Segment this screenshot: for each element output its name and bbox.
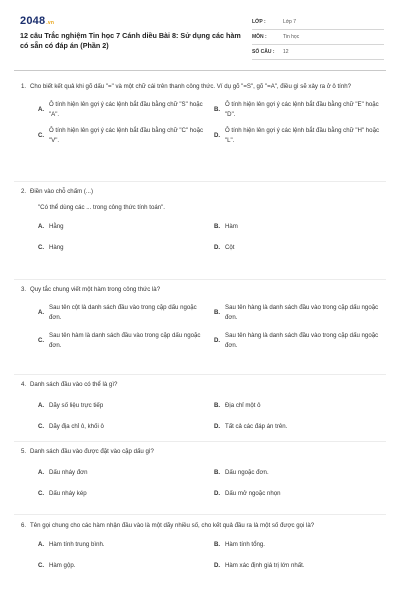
- option-d[interactable]: [214, 243, 386, 253]
- question-1: [14, 82, 386, 145]
- meta-key: MÔN :: [252, 34, 267, 40]
- option-c[interactable]: [38, 126, 210, 145]
- option-b[interactable]: [214, 303, 386, 322]
- header-divider: [14, 70, 386, 71]
- question-3: [14, 285, 386, 350]
- option-letter: A.: [38, 223, 45, 230]
- option-text: Cột: [225, 244, 235, 252]
- option-text: Dấu nháy kép: [49, 490, 87, 498]
- option-letter: A.: [38, 308, 45, 316]
- meta-key: LỚP :: [252, 19, 266, 25]
- document-header: [14, 12, 386, 74]
- option-letter: D.: [214, 244, 221, 251]
- option-letter: D.: [214, 336, 221, 344]
- option-c[interactable]: [38, 489, 210, 499]
- question-separator: [14, 514, 386, 515]
- option-text: Dãy địa chỉ ô, khối ô: [49, 423, 104, 431]
- option-text: Ô tính hiện lên gợi ý các lệnh bắt đầu bằng chữ "E" hoặc "D".: [225, 101, 379, 118]
- option-b[interactable]: [214, 468, 386, 478]
- question-text: Tên gọi chung cho các hàm nhận đầu vào là một dãy nhiều số, cho kết quả đầu ra là một số được gọi là?: [30, 522, 315, 529]
- option-letter: B.: [214, 223, 221, 230]
- option-b[interactable]: [214, 540, 386, 550]
- option-c[interactable]: [38, 561, 210, 571]
- option-text: Tất cả các đáp án trên.: [225, 423, 288, 431]
- option-text: Hàm gộp.: [49, 562, 76, 570]
- option-letter: B.: [214, 105, 221, 113]
- question-6: [14, 521, 386, 571]
- option-text: Hàm: [225, 223, 238, 231]
- option-d[interactable]: [214, 126, 386, 145]
- option-letter: D.: [214, 562, 221, 569]
- question-number: 6.: [21, 522, 27, 529]
- meta-row-class: [252, 15, 384, 30]
- option-text: Ô tính hiện lên gợi ý các lệnh bắt đầu bằng chữ "C" hoặc "V".: [49, 127, 204, 144]
- option-a[interactable]: [38, 222, 210, 232]
- option-letter: A.: [38, 541, 45, 548]
- option-letter: D.: [214, 490, 221, 497]
- option-text: Địa chỉ một ô: [225, 402, 261, 410]
- question-text: Quy tắc chung viết một hàm trong công thức là?: [30, 286, 161, 293]
- question-number: 3.: [21, 286, 27, 293]
- option-letter: C.: [38, 423, 45, 430]
- option-text: Dấu mở ngoặc nhọn: [225, 490, 281, 498]
- question-separator: [14, 181, 386, 182]
- option-text: Dấu nháy đơn: [49, 469, 88, 477]
- meta-value: Tin học: [283, 34, 300, 40]
- option-b[interactable]: [214, 100, 386, 119]
- option-text: Sau tên hàng là danh sách đầu vào trong cặp dấu ngoặc đơn.: [225, 332, 379, 349]
- option-a[interactable]: [38, 100, 210, 119]
- question-number: 4.: [21, 381, 27, 388]
- option-c[interactable]: [38, 243, 210, 253]
- option-letter: C.: [38, 336, 45, 344]
- option-a[interactable]: [38, 540, 210, 550]
- question-subtext: "Có thể dùng các ... trong công thức tính toán".: [38, 204, 165, 211]
- question-number: 2.: [21, 188, 27, 195]
- question-2: [14, 187, 386, 253]
- option-c[interactable]: [38, 331, 210, 350]
- question-number: 5.: [21, 448, 27, 455]
- question-separator: [14, 279, 386, 280]
- option-text: Ô tính hiện lên gợi ý các lệnh bắt đầu bằng chữ "H" hoặc "L".: [225, 127, 380, 144]
- option-text: Sau tên cột là danh sách đầu vào trong cặp dấu ngoặc đơn.: [49, 304, 197, 321]
- option-a[interactable]: [38, 401, 210, 411]
- option-letter: C.: [38, 562, 45, 569]
- question-4: [14, 380, 386, 432]
- option-letter: D.: [214, 423, 221, 430]
- option-a[interactable]: [38, 303, 210, 322]
- option-letter: A.: [38, 402, 45, 409]
- question-text: Danh sách đầu vào được đặt vào cặp dấu gì?: [30, 448, 154, 455]
- meta-key: SỐ CÂU :: [252, 49, 275, 55]
- option-text: Dấu ngoặc đơn.: [225, 469, 269, 477]
- option-letter: C.: [38, 131, 45, 139]
- option-d[interactable]: [214, 331, 386, 350]
- option-text: Hàng: [49, 244, 64, 252]
- site-logo[interactable]: [20, 15, 54, 27]
- question-separator: [14, 441, 386, 442]
- option-a[interactable]: [38, 468, 210, 478]
- option-c[interactable]: [38, 422, 210, 432]
- option-letter: C.: [38, 490, 45, 497]
- question-5: [14, 447, 386, 499]
- option-letter: A.: [38, 105, 45, 113]
- question-text: Danh sách đầu vào có thể là gì?: [30, 381, 118, 388]
- option-letter: C.: [38, 244, 45, 251]
- option-text: Dãy số liệu trực tiếp: [49, 402, 104, 410]
- option-text: Sau tên hàm là danh sách đầu vào trong cặp dấu ngoặc đơn.: [49, 332, 201, 349]
- option-letter: D.: [214, 131, 221, 139]
- question-text: Điền vào chỗ chấm (...): [30, 188, 93, 195]
- logo-tld: .vn: [46, 20, 55, 26]
- option-text: Ô tính hiện lên gợi ý các lệnh bắt đầu bằng chữ "S" hoặc "A".: [49, 101, 203, 118]
- meta-value: Lớp 7: [283, 19, 297, 25]
- option-letter: B.: [214, 469, 221, 476]
- option-text: Sau tên hàng là danh sách đầu vào trong cặp dấu ngoặc đơn.: [225, 304, 379, 321]
- document-page: [14, 12, 386, 570]
- option-letter: A.: [38, 469, 45, 476]
- option-b[interactable]: [214, 222, 386, 232]
- option-text: Hàm tính trung bình.: [49, 541, 105, 549]
- meta-value: 12: [283, 49, 289, 55]
- option-d[interactable]: [214, 422, 386, 432]
- question-number: 1.: [21, 83, 27, 90]
- option-d[interactable]: [214, 561, 386, 571]
- option-text: Hàm tính tổng.: [225, 541, 265, 549]
- question-text: Cho biết kết quả khi gõ dấu "=" và một chữ cái trên thanh công thức. Ví dụ gõ "=S", gõ "=A", điều gì sẽ xảy ra ở ô tính?: [30, 83, 352, 90]
- option-text: Hàm xác định giá trị lớn nhất.: [225, 562, 305, 570]
- document-title: 12 câu Trắc nghiệm Tin học 7 Cánh diều Bài 8: Sử dụng các hàm có sẵn có đáp án (Phần 2): [20, 31, 241, 50]
- option-text: Hằng: [49, 223, 64, 231]
- option-letter: B.: [214, 541, 221, 548]
- logo-main: 2048: [20, 15, 46, 27]
- meta-table: [252, 15, 384, 60]
- option-letter: B.: [214, 402, 221, 409]
- question-separator: [14, 374, 386, 375]
- option-d[interactable]: [214, 489, 386, 499]
- meta-row-count: [252, 45, 384, 60]
- option-b[interactable]: [214, 401, 386, 411]
- option-letter: B.: [214, 308, 221, 316]
- meta-row-subject: [252, 30, 384, 45]
